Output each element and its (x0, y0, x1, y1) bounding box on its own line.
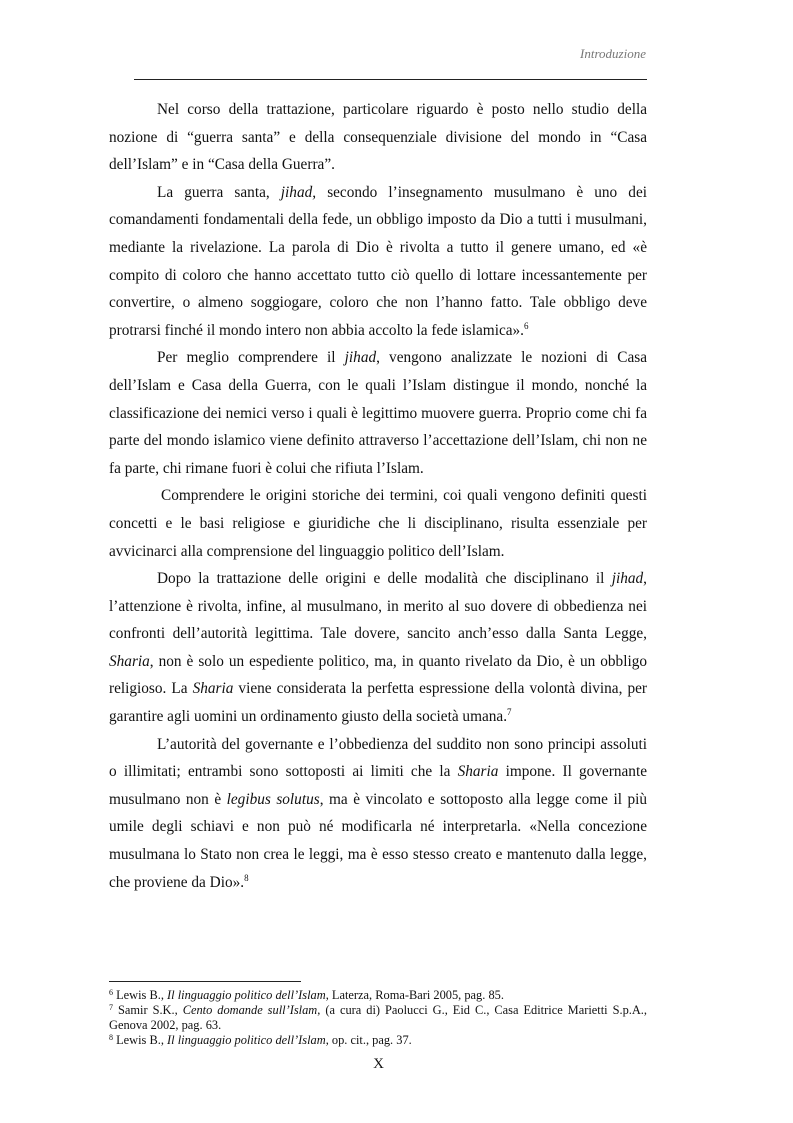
paragraph-5 (109, 565, 647, 731)
text-run: , vengono analizzate le nozioni di Casa dell’Islam e Casa della Guerra, con le quali l’Islam distingue il mondo, nonché la classificazione dei nemici verso i quali è legittimo muovere guerra. Proprio come chi fa parte del mondo islamico viene definito attraverso l’accettazione dell’Islam, chi non ne fa parte, chi rimane fuori è colui che rifiuta l’Islam. (109, 349, 647, 477)
paragraph-3 (109, 344, 647, 482)
paragraph-1 (109, 96, 647, 179)
footnote-marker: 8 (109, 1033, 113, 1042)
footnote-6 (109, 988, 647, 1003)
footnote-marker: 6 (524, 320, 529, 331)
paragraph-4 (109, 482, 647, 565)
italic-text: legibus solutus (226, 790, 320, 808)
text-run: Lewis B., (113, 988, 168, 1002)
paragraph-2 (109, 179, 647, 345)
italic-text: Il linguaggio politico dell’Islam (167, 1033, 326, 1047)
italic-text: jihad, (280, 183, 317, 201)
text-run: , op. cit., pag. 37. (325, 1033, 412, 1047)
page-number: X (373, 1056, 384, 1072)
text-run: , non è solo un espediente politico, ma, in quanto rivelato da Dio, è un obbligo religioso. La (109, 652, 647, 698)
text-run: , Laterza, Roma-Bari 2005, pag. 85. (325, 988, 504, 1002)
text-run: Samir S.K., (113, 1003, 183, 1017)
paragraph-6 (109, 731, 647, 897)
footnote-8 (109, 1033, 647, 1048)
text-run: viene considerata la perfetta espressione della volontà divina, per garantire agli uomini un ordinamento giusto della società umana. (109, 680, 647, 726)
text-run: , l’attenzione è rivolta, infine, al musulmano, in merito al suo dovere di obbedienza nei confronti dell’autorità legittima. Tale dovere, sancito anch’esso dalla Santa Legge, (109, 570, 647, 643)
text-run: Nel corso della trattazione, particolare riguardo è posto nello studio della nozione di “guerra santa” e della consequenziale divisione del mondo in “Casa dell’Islam” e in “Casa della Guerra”. (109, 101, 647, 174)
italic-text: Il linguaggio politico dell’Islam (167, 988, 326, 1002)
italic-text: jihad (344, 349, 377, 367)
text-run: Comprendere le origini storiche dei termini, coi quali vengono definiti questi concetti e le basi religiose e giuridiche che li disciplinano, risulta essenziale per avvicinarci alla comprensione del linguaggio politico dell’Islam. (109, 487, 647, 560)
italic-text: jihad (611, 570, 644, 588)
footnote-marker: 8 (244, 872, 249, 883)
footnote-marker: 6 (109, 988, 113, 997)
text-run: Lewis B., (113, 1033, 168, 1047)
footnote-7 (109, 1003, 647, 1033)
footnote-rule (109, 981, 301, 982)
italic-text: Cento domande sull’Islam (182, 1003, 318, 1017)
text-run: Per meglio comprendere il (157, 349, 345, 367)
text-run: L’autorità del governante e l’obbedienza del suddito non sono principi assoluti o illimitati; entrambi sono sottoposti ai limiti che la (109, 735, 647, 781)
italic-text: Sharia (457, 763, 499, 781)
text-run: secondo l’insegnamento musulmano è uno dei comandamenti fondamentali della fede, un obbligo imposto da Dio a tutti i musulmani, mediante la rivelazione. La parola di Dio è rivolta a tutto il genere umano, ed «è compito di coloro che hanno accettato tutto ciò quello di lottare incessantemente per convertire, o almeno soggiogare, coloro che non l’hanno fatto. Tale obbligo deve protrarsi finché il mondo intero non abbia accolto la fede islamica». (109, 183, 647, 339)
italic-text: Sharia (109, 652, 150, 670)
running-header: Introduzione (580, 46, 646, 61)
footnotes (109, 988, 647, 1048)
text-run: La guerra santa, (157, 183, 281, 201)
text-run: , ma è vincolato e sottoposto alla legge come il più umile degli schiavi e non può né modificarla né interpretarla. «Nella concezione musulmana lo Stato non crea le leggi, ma è esso stesso creato e mantenuto dalla legge, che proviene da Dio». (109, 790, 648, 891)
text-run: Dopo la trattazione delle origini e delle modalità che disciplinano il (157, 570, 612, 588)
text-run: , (a cura di) Paolucci G., Eid C., Casa Editrice Marietti S.p.A., Genova 2002, pag. 63. (109, 1003, 648, 1032)
body-text (109, 96, 647, 896)
footnote-marker: 7 (507, 707, 512, 718)
footnote-marker: 7 (109, 1003, 113, 1012)
text-run: impone. Il governante musulmano non è (109, 763, 647, 808)
italic-text: Sharia (192, 680, 234, 698)
header-rule (134, 79, 647, 80)
